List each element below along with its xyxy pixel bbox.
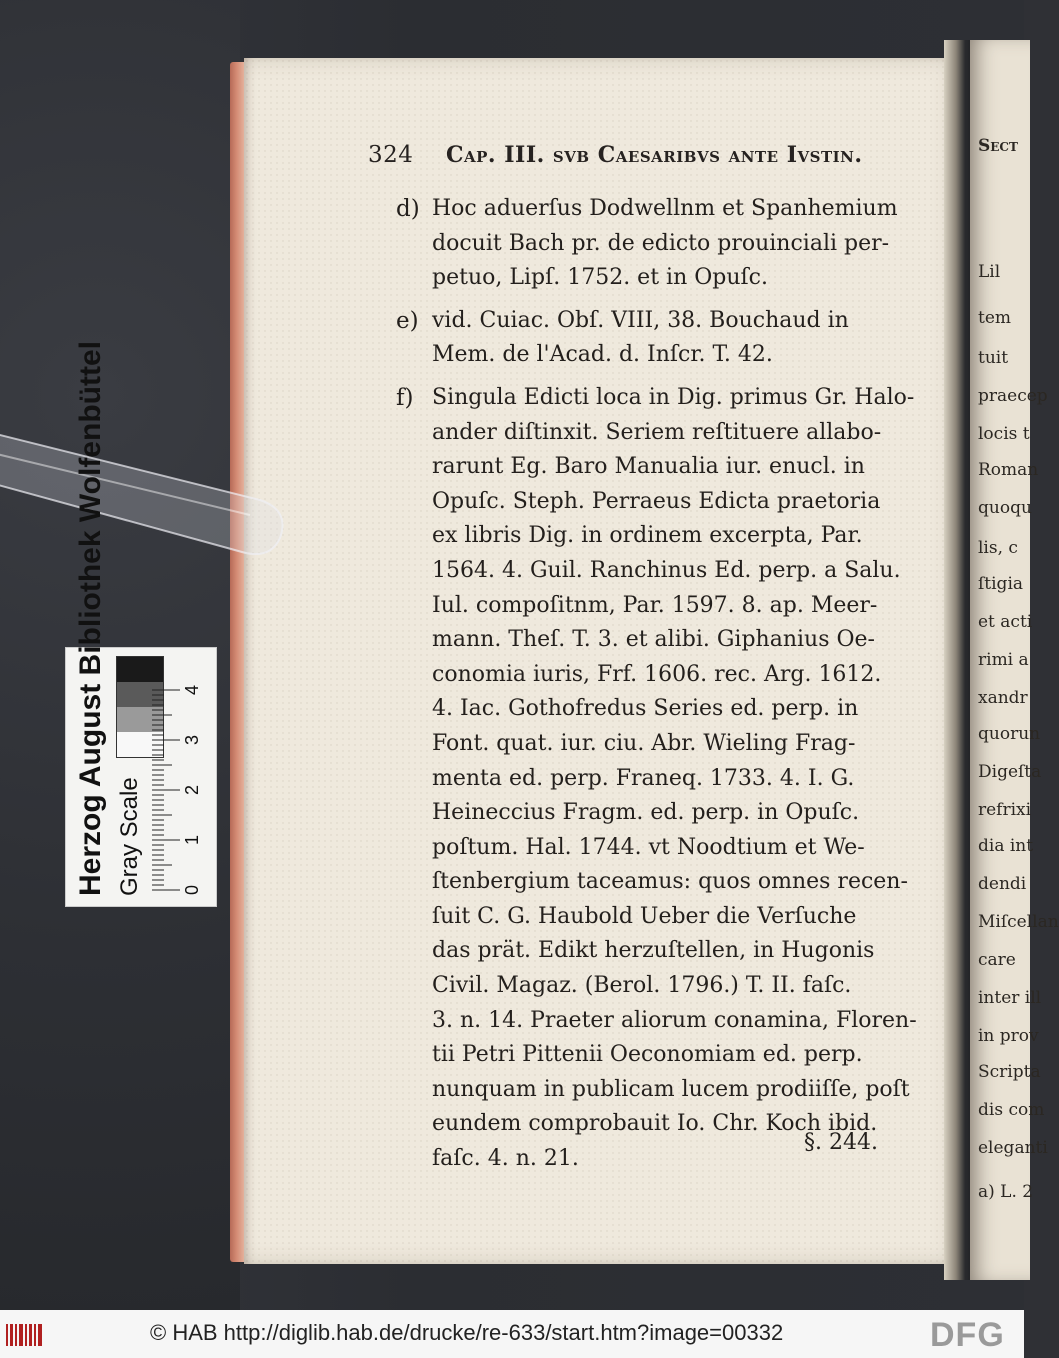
copyright-link[interactable]: © HAB http://diglib.hab.de/drucke/re-633/start.htm?image=00332 [150,1320,784,1345]
next-page-text: ſtigia [978,574,1024,594]
footnote-line: Hoc aduerſus Dodwellnm et Spanhemium [432,196,898,221]
next-page-text: refrixi [978,800,1032,820]
next-page-fragment [970,40,1059,1280]
footnote-line: ander diſtinxit. Seriem reſtituere allabo- [432,419,882,445]
next-page-text: Lil [978,262,1001,282]
running-head: Cap. III. svb Caesaribvs ante Ivstin. [446,142,863,168]
ruler-number: 1 [182,834,202,845]
next-page-text: Sect [978,136,1018,156]
catchword: §. 244. [804,1130,878,1155]
footnote-line: rarunt Eg. Baro Manualia iur. enucl. in [432,454,865,480]
footnote-line: ex libris Dig. in ordinem excerpta, Par. [432,523,863,549]
next-page-text: xandr [978,688,1028,708]
footnote-mark: f) [396,384,414,411]
footnote-line: ſuit C. G. Haubold Ueber die Verſuche [432,903,857,929]
ruler-number: 2 [182,784,202,795]
dfg-logo: DFG [930,1316,1005,1354]
next-page-text: a) L. 2 [978,1182,1034,1202]
next-page-text: Scripta [978,1062,1041,1082]
running-header [368,142,916,176]
footnote-line: nunquam in publicam lucem prodiiſſe, poſt [432,1076,910,1102]
footnote-line: Font. quat. iur. ciu. Abr. Wieling Frag- [432,730,856,756]
footnote [396,192,916,296]
gray-scale-card [66,341,216,906]
next-page-text: rimi a [978,650,1029,670]
footnote-line: Civil. Magaz. (Berol. 1796.) T. II. faſc. [432,973,852,999]
ruler [152,676,202,896]
footnote-mark: d) [396,196,420,222]
ruler-number: 3 [182,734,202,745]
footnote-line: vid. Cuiac. Obſ. VIII, 38. Bouchaud in [432,307,849,333]
footnote-line: 3. n. 14. Praeter aliorum conamina, Floren- [432,1007,917,1033]
page-number: 324 [368,142,414,168]
footnote-line: faſc. 4. n. 21. [432,1146,579,1172]
footnote-line: conomia iuris, Frf. 1606. rec. Arg. 1612. [432,661,882,687]
footnote-line: Iul. compoſitnm, Par. 1597. 8. ap. Meer- [432,592,878,618]
gray-scale-label: Gray Scale [116,777,143,896]
next-page-text: tem [978,308,1012,328]
next-page-text: care [978,950,1016,970]
next-page-text: praecep [978,386,1048,406]
next-page-text: eleganti [978,1138,1048,1158]
footnote-line: eundem comprobauit Io. Chr. Koch ibid. [432,1111,878,1137]
footnote-line: docuit Bach pr. de edicto prouinciali per- [432,230,890,256]
next-page-text: dendi [978,874,1027,894]
footnote-line: 4. Iac. Gothofredus Series ed. perp. in [432,696,859,722]
next-page-text: dis com [978,1100,1045,1120]
footnote [396,381,916,1177]
footnote-mark: e) [396,307,419,334]
footnote-line: menta ed. perp. Franeq. 1733. 4. I. G. [432,765,855,791]
footnote-line: Heineccius Fragm. ed. perp. in Opuſc. [432,800,860,826]
next-page-text: Miſcellan [978,912,1059,932]
next-page-text: locis t [978,424,1030,444]
footnote-line: das prät. Edikt herzuſtellen, in Hugonis [432,938,875,964]
barcode-icon [6,1322,44,1348]
next-page-text: et acti [978,612,1033,632]
footnote-line: petuo, Lipſ. 1752. et in Opuſc. [432,265,768,291]
footnote-line: Mem. de l'Acad. d. Inſcr. T. 42. [432,342,773,368]
glass-wedge [0,420,310,560]
viewer-footer [0,1310,1024,1358]
footnote-line: Singula Edicti loca in Dig. primus Gr. Halo- [432,384,915,410]
footnote-line: poſtum. Hal. 1744. vt Noodtium et We- [432,834,865,860]
footnote [396,304,916,373]
footnote-line: mann. Theſ. T. 3. et alibi. Giphanius Oe- [432,627,875,653]
footnote-line: tii Petri Pittenii Oeconomiam ed. perp. [432,1042,863,1068]
next-page-text: Roman [978,460,1039,480]
next-page-text: lis, c [978,538,1018,558]
next-page-text: dia int [978,836,1034,856]
footnote-line: 1564. 4. Guil. Ranchinus Ed. perp. a Salu. [432,557,901,583]
footnote-line: ſtenbergium taceamus: quos omnes recen- [432,869,908,895]
next-page-text: in prov [978,1026,1039,1046]
next-page-text: inter ill [978,988,1042,1008]
footnotes [396,192,916,1177]
next-page-text: tuit [978,348,1009,368]
library-title: Herzog August Bibliothek Wolfenbüttel [74,341,107,896]
ruler-number: 4 [182,684,202,695]
next-page-text: quorun [978,724,1041,744]
footnote-line: Opuſc. Steph. Perraeus Edicta praetoria [432,488,881,514]
next-page-text: quoqu [978,498,1032,518]
next-page-text: Digeſta [978,762,1042,782]
ruler-number: 0 [182,884,202,895]
